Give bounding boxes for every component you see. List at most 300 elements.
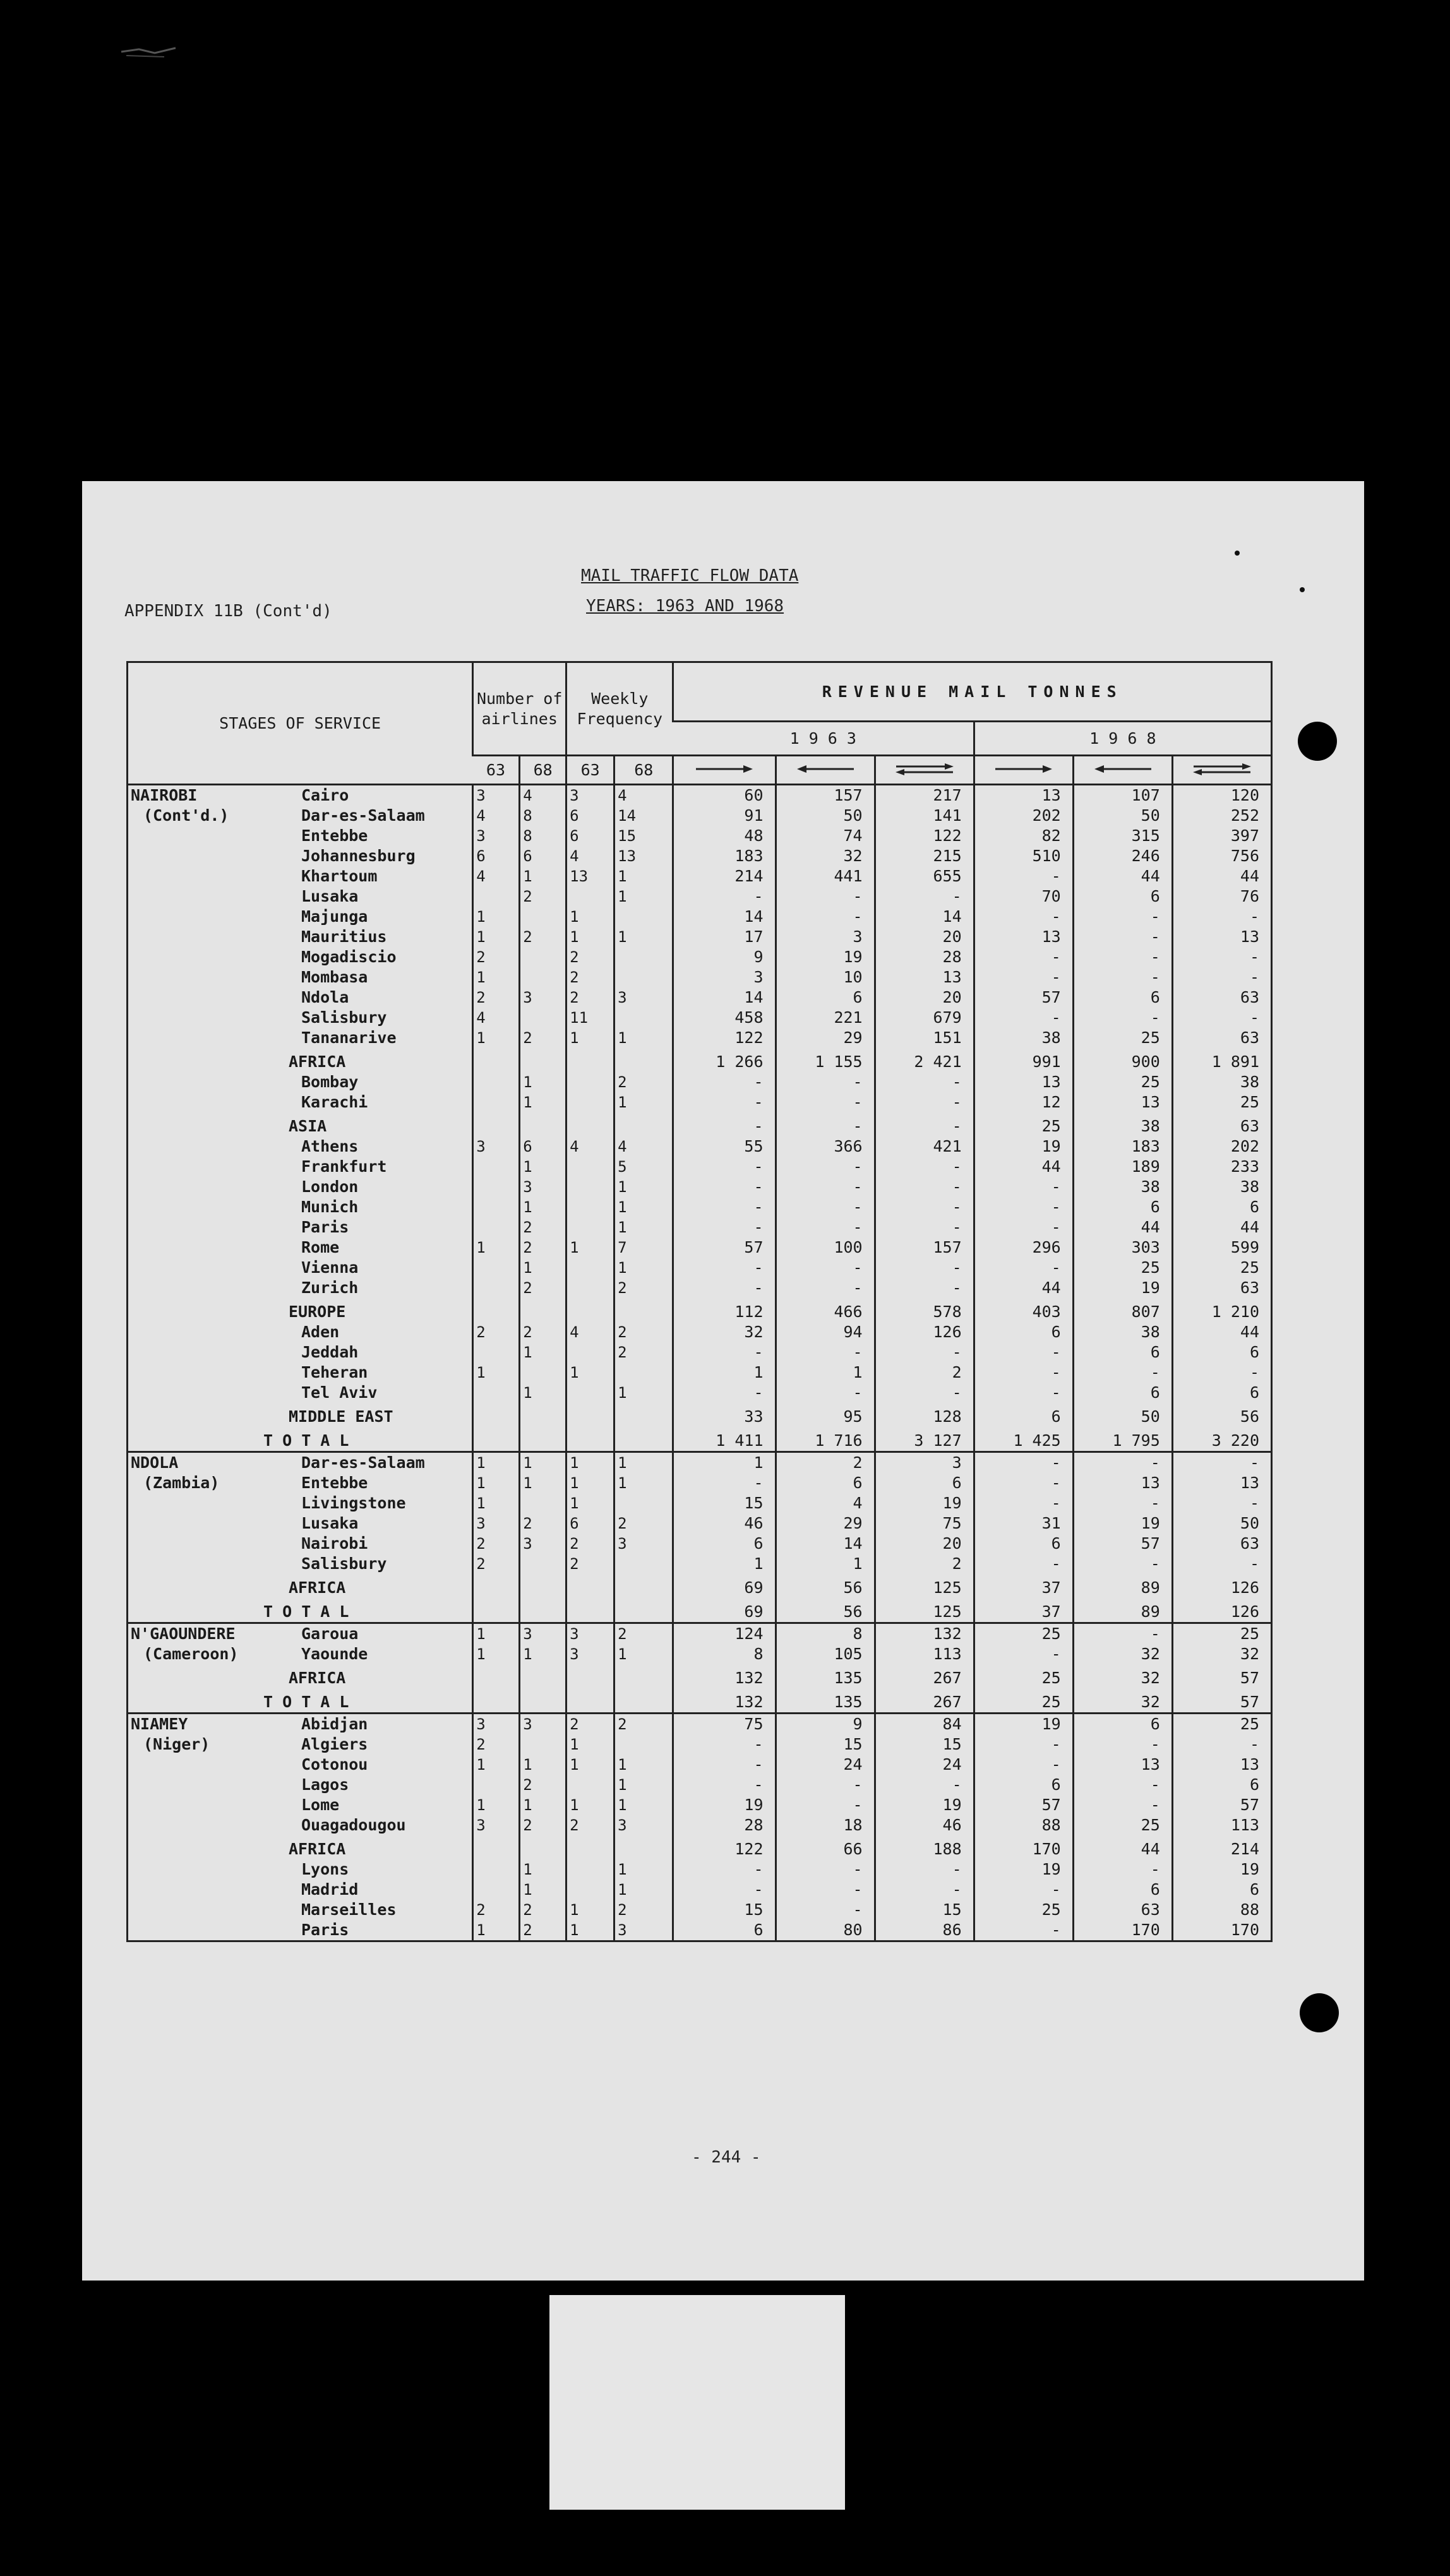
destination-name: Rome (301, 1238, 340, 1256)
table-row (128, 1363, 1272, 1383)
destination-name: Cairo (301, 786, 349, 804)
mail-traffic-table (126, 661, 1273, 1942)
destination-name: Salisbury (301, 1554, 387, 1573)
tonnes-cell: 6 (974, 1534, 1073, 1554)
airlines-cell: 2 (473, 1734, 520, 1755)
stage-cell (128, 846, 473, 866)
airlines-cell (473, 1664, 520, 1688)
total-label: T O T A L (263, 1602, 349, 1621)
tonnes-cell: 135 (776, 1664, 875, 1688)
tonnes-cell: 183 (1073, 1136, 1172, 1157)
frequency-cell (566, 1574, 614, 1598)
tonnes-cell: - (673, 1775, 776, 1795)
tonnes-cell: 126 (1172, 1574, 1271, 1598)
tonnes-cell: - (673, 1092, 776, 1112)
table-row (128, 1217, 1272, 1237)
tonnes-cell: 151 (875, 1028, 974, 1048)
tonnes-cell: - (673, 1383, 776, 1403)
frequency-cell: 1 (566, 1900, 614, 1920)
tonnes-cell: 6 (875, 1473, 974, 1493)
tonnes-cell: 25 (1073, 1028, 1172, 1048)
revenue-header: REVENUE MAIL TONNES (673, 662, 1272, 722)
stage-cell (128, 886, 473, 907)
table-row (128, 1815, 1272, 1835)
stage-cell (128, 1534, 473, 1554)
tonnes-cell: - (974, 1920, 1073, 1941)
tonnes-cell: 1 (776, 1554, 875, 1574)
tonnes-cell: 44 (1073, 866, 1172, 886)
destination-name: Johannesburg (301, 847, 416, 865)
stage-cell (128, 1403, 473, 1427)
tonnes-cell: - (974, 1880, 1073, 1900)
tonnes-cell: 28 (673, 1815, 776, 1835)
appendix-label: APPENDIX 11B (Cont'd) (124, 602, 332, 621)
region-subtotal-label: ASIA (289, 1117, 327, 1135)
frequency-cell (614, 1574, 673, 1598)
table-row (128, 1452, 1272, 1474)
airlines-cell (473, 1217, 520, 1237)
frequency-cell (566, 1775, 614, 1795)
frequency-cell: 1 (566, 1755, 614, 1775)
tonnes-cell: 6 (974, 1403, 1073, 1427)
region-subtotal-label: EUROPE (289, 1303, 346, 1321)
region-country: (Zambia) (143, 1474, 220, 1492)
airlines-cell: 1 (473, 1363, 520, 1383)
tonnes-cell: 57 (1172, 1664, 1271, 1688)
airlines-cell (473, 1835, 520, 1859)
destination-name: Livingstone (301, 1494, 406, 1512)
frequency-cell: 2 (614, 1513, 673, 1534)
airlines-cell (473, 1112, 520, 1136)
tonnes-cell: 12 (974, 1092, 1073, 1112)
table-row (128, 1755, 1272, 1775)
tonnes-cell: - (974, 947, 1073, 967)
airlines-cell: 1 (473, 967, 520, 987)
tonnes-cell: - (1073, 1775, 1172, 1795)
tonnes-cell: 124 (673, 1623, 776, 1645)
tonnes-cell: - (776, 1900, 875, 1920)
airlines-cell: 6 (520, 1136, 566, 1157)
frequency-cell: 1 (614, 1880, 673, 1900)
destination-name: Ouagadougou (301, 1816, 406, 1834)
tonnes-cell: 44 (1172, 866, 1271, 886)
airlines-cell: 1 (520, 1755, 566, 1775)
airlines-header: Number of airlines (473, 662, 566, 756)
frequency-cell (614, 1688, 673, 1714)
airlines-cell: 3 (473, 1714, 520, 1735)
tonnes-cell: 46 (875, 1815, 974, 1835)
tonnes-cell: 202 (974, 806, 1073, 826)
frequency-cell: 1 (566, 1237, 614, 1258)
tonnes-cell: 126 (875, 1322, 974, 1342)
tonnes-cell: 63 (1073, 1900, 1172, 1920)
tonnes-cell: - (1073, 1623, 1172, 1645)
tonnes-cell: 75 (673, 1714, 776, 1735)
airlines-cell: 2 (520, 1815, 566, 1835)
tonnes-cell: - (875, 1278, 974, 1298)
tonnes-cell: 3 220 (1172, 1427, 1271, 1452)
tonnes-cell: 107 (1073, 785, 1172, 806)
tonnes-cell: 6 (673, 1920, 776, 1941)
tonnes-cell: - (673, 886, 776, 907)
tonnes-cell: 13 (875, 967, 974, 987)
frequency-cell: 1 (566, 1493, 614, 1513)
tonnes-cell: 303 (1073, 1237, 1172, 1258)
tonnes-cell: 63 (1172, 1028, 1271, 1048)
tonnes-cell: 170 (974, 1835, 1073, 1859)
airlines-cell: 2 (473, 1534, 520, 1554)
tonnes-cell: 807 (1073, 1298, 1172, 1322)
tonnes-cell: 9 (776, 1714, 875, 1735)
tonnes-cell: 215 (875, 846, 974, 866)
tonnes-cell: 1 (673, 1554, 776, 1574)
tonnes-cell: 95 (776, 1403, 875, 1427)
stage-cell (128, 1217, 473, 1237)
frequency-cell (566, 1880, 614, 1900)
both-directions-arrow-icon (1172, 756, 1271, 785)
frequency-cell: 1 (614, 1092, 673, 1112)
airlines-cell: 2 (473, 1554, 520, 1574)
tonnes-cell: - (1172, 1363, 1271, 1383)
airlines-cell (520, 1688, 566, 1714)
tonnes-cell: 157 (875, 1237, 974, 1258)
tonnes-cell: 25 (1172, 1714, 1271, 1735)
stage-cell (128, 866, 473, 886)
frequency-cell (566, 1688, 614, 1714)
tonnes-cell: 6 (1172, 1775, 1271, 1795)
tonnes-cell: 89 (1073, 1598, 1172, 1623)
airlines-cell: 4 (473, 866, 520, 886)
region-cell (128, 785, 473, 806)
tonnes-cell: 14 (776, 1534, 875, 1554)
frequency-cell: 4 (614, 785, 673, 806)
frequency-cell: 1 (614, 927, 673, 947)
destination-name: Dar-es-Salaam (301, 1453, 425, 1472)
tonnes-cell: - (974, 1452, 1073, 1474)
tonnes-cell: - (875, 1880, 974, 1900)
tonnes-cell: 55 (673, 1136, 776, 1157)
table-row (128, 1028, 1272, 1048)
airlines-cell (473, 1177, 520, 1197)
tonnes-cell: 44 (1073, 1835, 1172, 1859)
table-row (128, 1623, 1272, 1645)
subtotal-row (128, 1298, 1272, 1322)
tonnes-cell: - (1073, 967, 1172, 987)
frequency-cell (614, 1403, 673, 1427)
frequency-cell (614, 1008, 673, 1028)
tonnes-cell: - (1073, 1008, 1172, 1028)
frequency-cell: 2 (566, 947, 614, 967)
tonnes-cell: - (776, 1072, 875, 1092)
tonnes-cell: - (974, 1197, 1073, 1217)
tonnes-cell: 3 (875, 1452, 974, 1474)
destination-name: Tel Aviv (301, 1383, 378, 1402)
destination-name: Paris (301, 1921, 349, 1939)
frequency-63-header: 63 (566, 756, 614, 785)
outbound-arrow-icon (673, 756, 776, 785)
punch-hole-bottom (1300, 1993, 1339, 2032)
stage-cell (128, 1092, 473, 1112)
table-row (128, 907, 1272, 927)
frequency-cell: 7 (614, 1237, 673, 1258)
tonnes-cell: - (974, 1755, 1073, 1775)
destination-name: Lagos (301, 1775, 349, 1794)
frequency-cell: 1 (614, 1452, 673, 1474)
frequency-cell: 2 (614, 1623, 673, 1645)
airlines-cell: 2 (473, 987, 520, 1008)
tonnes-cell: - (776, 1278, 875, 1298)
table-row (128, 1775, 1272, 1795)
tonnes-cell: 458 (673, 1008, 776, 1028)
table-row (128, 1644, 1272, 1664)
airlines-cell: 2 (520, 886, 566, 907)
destination-name: Lusaka (301, 1514, 359, 1532)
frequency-cell (614, 1112, 673, 1136)
tonnes-cell: 38 (1172, 1072, 1271, 1092)
destination-name: Cotonou (301, 1755, 368, 1774)
stage-cell (128, 1177, 473, 1197)
airlines-cell: 1 (520, 1795, 566, 1815)
destination-name: Lome (301, 1796, 340, 1814)
stage-cell (128, 1298, 473, 1322)
stage-cell (128, 987, 473, 1008)
destination-name: Marseilles (301, 1900, 397, 1919)
stage-cell (128, 1755, 473, 1775)
table-row (128, 785, 1272, 806)
tonnes-cell: - (673, 1755, 776, 1775)
tonnes-cell: 6 (1073, 1714, 1172, 1735)
years-label: YEARS: 1963 AND 1968 (586, 597, 784, 616)
destination-name: Madrid (301, 1880, 359, 1899)
tonnes-cell: 38 (1073, 1112, 1172, 1136)
stage-cell (128, 1734, 473, 1755)
tonnes-cell: 13 (1172, 1755, 1271, 1775)
outbound-arrow-icon (974, 756, 1073, 785)
tonnes-cell: 50 (1073, 806, 1172, 826)
tonnes-cell: 44 (974, 1157, 1073, 1177)
both-directions-arrow-icon (875, 756, 974, 785)
table-row (128, 967, 1272, 987)
airlines-cell: 4 (520, 785, 566, 806)
airlines-cell: 3 (520, 1177, 566, 1197)
tonnes-cell: 18 (776, 1815, 875, 1835)
destination-name: Entebbe (301, 1474, 368, 1492)
frequency-cell (614, 1493, 673, 1513)
frequency-cell: 1 (614, 1755, 673, 1775)
airlines-cell: 6 (520, 846, 566, 866)
tonnes-cell: 202 (1172, 1136, 1271, 1157)
airlines-cell (520, 947, 566, 967)
tonnes-cell: 6 (1172, 1383, 1271, 1403)
airlines-cell: 2 (520, 1775, 566, 1795)
stage-cell (128, 1072, 473, 1092)
table-row (128, 826, 1272, 846)
tonnes-cell: 20 (875, 927, 974, 947)
stage-cell (128, 806, 473, 826)
tonnes-cell: 32 (1073, 1644, 1172, 1664)
frequency-cell: 1 (614, 1795, 673, 1815)
frequency-cell (566, 1278, 614, 1298)
tonnes-cell: - (875, 886, 974, 907)
airlines-cell: 1 (520, 1383, 566, 1403)
tonnes-cell: 6 (1073, 1342, 1172, 1363)
table-row (128, 1237, 1272, 1258)
airlines-cell (520, 1493, 566, 1513)
frequency-cell: 3 (566, 1623, 614, 1645)
tonnes-cell: - (1073, 1363, 1172, 1383)
frequency-cell: 2 (614, 1072, 673, 1092)
destination-name: Teheran (301, 1363, 368, 1381)
tonnes-cell: - (1172, 1734, 1271, 1755)
table-row (128, 1157, 1272, 1177)
tonnes-cell: 141 (875, 806, 974, 826)
frequency-cell: 1 (614, 1177, 673, 1197)
tonnes-cell: 44 (1172, 1322, 1271, 1342)
destination-name: Lyons (301, 1860, 349, 1878)
stage-cell (128, 1197, 473, 1217)
table-row (128, 1383, 1272, 1403)
airlines-cell: 1 (520, 1197, 566, 1217)
airlines-cell (520, 1403, 566, 1427)
frequency-cell: 2 (614, 1322, 673, 1342)
tonnes-cell: 19 (673, 1795, 776, 1815)
airlines-cell: 3 (473, 1136, 520, 1157)
frequency-cell: 13 (614, 846, 673, 866)
frequency-cell: 4 (566, 1136, 614, 1157)
tonnes-cell: 2 421 (875, 1048, 974, 1072)
tonnes-cell: - (776, 1258, 875, 1278)
tonnes-cell: - (875, 1112, 974, 1136)
tonnes-cell: - (875, 1072, 974, 1092)
tonnes-cell: 8 (673, 1644, 776, 1664)
tonnes-cell: 132 (875, 1623, 974, 1645)
tonnes-cell: 1 795 (1073, 1427, 1172, 1452)
tonnes-cell: 6 (1073, 1197, 1172, 1217)
tonnes-cell: 13 (1073, 1473, 1172, 1493)
tonnes-cell: 57 (974, 1795, 1073, 1815)
destination-name: Nairobi (301, 1534, 368, 1553)
tonnes-cell: 74 (776, 826, 875, 846)
airlines-cell (520, 1048, 566, 1072)
tonnes-cell: - (673, 1734, 776, 1755)
tonnes-cell: 32 (1073, 1664, 1172, 1688)
frequency-cell: 2 (614, 1714, 673, 1735)
total-row (128, 1598, 1272, 1623)
tonnes-cell: 38 (1073, 1177, 1172, 1197)
tonnes-cell: 1 (673, 1363, 776, 1383)
tonnes-cell: - (673, 1880, 776, 1900)
stage-cell (128, 1815, 473, 1835)
frequency-cell (614, 967, 673, 987)
tonnes-cell: 441 (776, 866, 875, 886)
tonnes-cell: 315 (1073, 826, 1172, 846)
tonnes-cell: 88 (974, 1815, 1073, 1835)
airlines-cell: 1 (520, 1452, 566, 1474)
tonnes-cell: 17 (673, 927, 776, 947)
frequency-cell (614, 1298, 673, 1322)
tonnes-cell: 135 (776, 1688, 875, 1714)
frequency-cell: 1 (614, 1473, 673, 1493)
frequency-cell: 4 (566, 1322, 614, 1342)
frequency-cell (614, 1835, 673, 1859)
tonnes-cell: 19 (1073, 1278, 1172, 1298)
airlines-cell (520, 1298, 566, 1322)
tonnes-cell: - (1172, 1554, 1271, 1574)
destination-name: Entebbe (301, 826, 368, 845)
tonnes-cell: 63 (1172, 1112, 1271, 1136)
destination-name: Dar-es-Salaam (301, 806, 425, 825)
tonnes-cell: 56 (776, 1574, 875, 1598)
tonnes-cell: 19 (875, 1493, 974, 1513)
stage-cell (128, 1688, 473, 1714)
airlines-cell: 2 (520, 1237, 566, 1258)
table-row (128, 1714, 1272, 1735)
destination-name: Mombasa (301, 968, 368, 986)
airlines-cell: 1 (520, 1859, 566, 1880)
frequency-cell (614, 1598, 673, 1623)
frequency-cell: 1 (566, 1028, 614, 1048)
stage-cell (128, 1513, 473, 1534)
frequency-cell: 1 (566, 1795, 614, 1815)
frequency-cell (614, 1363, 673, 1383)
tonnes-cell: 19 (974, 1714, 1073, 1735)
tonnes-cell: 421 (875, 1136, 974, 1157)
table-row (128, 1493, 1272, 1513)
frequency-cell (566, 1859, 614, 1880)
tonnes-cell: 125 (875, 1574, 974, 1598)
tonnes-cell: 94 (776, 1322, 875, 1342)
tonnes-cell: 132 (673, 1664, 776, 1688)
tonnes-cell: - (1172, 947, 1271, 967)
tonnes-cell: - (1073, 1795, 1172, 1815)
frequency-cell: 15 (614, 826, 673, 846)
tonnes-cell: 6 (1172, 1197, 1271, 1217)
tonnes-cell: - (776, 1217, 875, 1237)
destination-name: London (301, 1178, 359, 1196)
tonnes-cell: 403 (974, 1298, 1073, 1322)
airlines-cell: 1 (473, 1237, 520, 1258)
airlines-cell: 2 (473, 947, 520, 967)
frequency-cell: 2 (566, 1714, 614, 1735)
tonnes-cell: - (673, 1217, 776, 1237)
frequency-cell (566, 1258, 614, 1278)
tonnes-cell: 44 (1073, 1217, 1172, 1237)
tonnes-cell: - (776, 1383, 875, 1403)
airlines-cell (520, 1112, 566, 1136)
frequency-cell: 2 (566, 987, 614, 1008)
tonnes-cell: 655 (875, 866, 974, 886)
airlines-cell (473, 1157, 520, 1177)
tonnes-cell: 217 (875, 785, 974, 806)
tonnes-cell: 189 (1073, 1157, 1172, 1177)
tonnes-cell: 113 (1172, 1815, 1271, 1835)
airlines-cell (473, 1859, 520, 1880)
frequency-cell: 2 (566, 1554, 614, 1574)
airlines-cell (473, 1403, 520, 1427)
airlines-cell (520, 1363, 566, 1383)
frequency-cell: 6 (566, 1513, 614, 1534)
tonnes-cell: 170 (1073, 1920, 1172, 1941)
region-subtotal-label: AFRICA (289, 1669, 346, 1687)
tonnes-cell: 10 (776, 967, 875, 987)
airlines-cell (473, 1048, 520, 1072)
tonnes-cell: 19 (974, 1136, 1073, 1157)
tonnes-cell: 19 (776, 947, 875, 967)
airlines-cell: 1 (520, 1258, 566, 1278)
tonnes-cell: - (776, 1795, 875, 1815)
table-row (128, 1258, 1272, 1278)
tonnes-cell: 13 (974, 785, 1073, 806)
